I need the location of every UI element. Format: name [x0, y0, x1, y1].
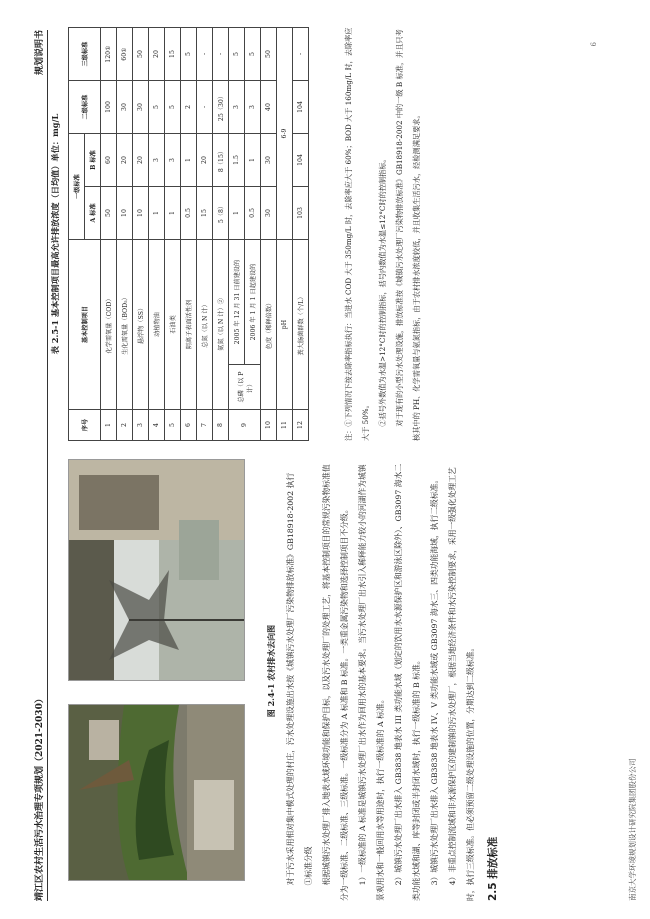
cell-b: 8（15）: [213, 134, 229, 187]
photo-pond-trees: [68, 459, 245, 681]
table-row: [277, 28, 293, 441]
photo-outlet-ditch: [68, 704, 245, 881]
cell-g3: 5: [181, 28, 197, 81]
header-a: A 标准: [85, 187, 101, 240]
header-item: 基本控制项目: [69, 240, 101, 410]
photo-outlet-ditch-image: [69, 705, 244, 880]
cell-no: 11: [277, 410, 293, 441]
note-1: 注：①下列情况下按去除率指标执行：当进水 COD 大于 350mg/L 时，去除率应大于 60%；BOD 大于 160mg/L 时，去除率应大于 50%。: [344, 27, 370, 441]
cell-a: 50: [101, 187, 117, 240]
header-b: B 标准: [85, 134, 101, 187]
table-row: [213, 28, 229, 441]
cell-a: 0.5: [181, 187, 197, 240]
cell-g2: 2: [181, 81, 197, 134]
cell-g2: 100: [101, 81, 117, 134]
cell-g3: 60①: [117, 28, 133, 81]
cell-g3: 5: [245, 28, 261, 81]
cell-no: 8: [213, 410, 229, 441]
cell-a: 10: [117, 187, 133, 240]
cell-no: 2: [117, 410, 133, 441]
cell-item: 粪大肠菌群数（个/L）: [293, 240, 309, 410]
cell-no: 3: [133, 410, 149, 441]
cell-merged: 6-9: [277, 28, 293, 240]
table-row: [229, 28, 245, 441]
cell-g3: -: [197, 28, 213, 81]
cell-g3: 20: [149, 28, 165, 81]
cell-no: 9: [229, 410, 261, 441]
table-row: [181, 28, 197, 441]
cell-b: 1: [181, 134, 197, 187]
photo-pond-trees-image: [69, 460, 244, 680]
paragraph-intro: 对于污水采用相对集中模式处理的村庄，污水处理设施出水按《城镇污水处理厂污染物排放标准》GB18918-2002 执行: [286, 472, 295, 886]
cell-no: 4: [149, 410, 165, 441]
cell-item: 动植物油: [149, 240, 165, 410]
paragraph-grade-heading: ①标准分级: [304, 846, 313, 886]
paragraph-grading: 根据城镇污水处理厂排入地表水域环境功能和保护目标，以及污水处理厂的处理工艺，将基本控制项目的常规污染物标准值分为一级标准、二级标准、三级标准。一级标准分为 A 标准和 B 标准。一类重金属污染物和选择控制项目不分级。: [322, 464, 349, 901]
figure-photos: [68, 461, 248, 881]
footer-company: 南京大学环境规划设计研究院集团股份公司: [628, 758, 637, 901]
header-seq: 序号: [69, 410, 101, 441]
header-rule: [47, 30, 48, 901]
cell-item: 生化需氧量（BOD₅）: [117, 240, 133, 410]
figure-caption: 图 2.4-1 农村排水去向图: [266, 624, 276, 718]
cell-no: 7: [197, 410, 213, 441]
cell-item: 氨氮（以 N 计）②: [213, 240, 229, 410]
cell-g2: 30: [117, 81, 133, 134]
cell-g2: 3: [229, 81, 245, 134]
table-row: [165, 28, 181, 441]
cell-subitem: 2006 年 1 月 1 日起建设的: [245, 240, 261, 365]
cell-a: 5（8）: [213, 187, 229, 240]
cell-a: 103: [293, 187, 309, 240]
cell-g3: -: [213, 28, 229, 81]
header-title: 靖江区农村生活污水治理专项规划（2021-2030）: [35, 694, 45, 901]
cell-item: 石油类: [165, 240, 181, 410]
cell-a: 1: [165, 187, 181, 240]
table-title: 表 2.5-1 基本控制项目最高允许排放浓度（日均值）单位：mg/L: [50, 113, 60, 355]
paragraph-grade3: 4）非重点控制流域和非水源保护区的建制镇的污水处理厂，根据当地经济条件和水污染控制要求，采用一级强化处理工艺时，执行三级标准。但必须预留二级处理设施的位置，分期达到二级标准。: [448, 467, 475, 901]
cell-a: 1: [229, 187, 245, 240]
cell-subitem: 2005 年 12 月 31 日前建设的: [229, 240, 245, 365]
cell-item: 色度（稀释倍数）: [261, 240, 277, 410]
cell-g3: 15: [165, 28, 181, 81]
cell-g3: 120①: [101, 28, 117, 81]
cell-g2: -: [197, 81, 213, 134]
note-2: ②括号外数值为水温>12°C时的控制指标，括号内数值为水温≤12°C时的控制指标。: [378, 155, 387, 427]
cell-g2: 40: [261, 81, 277, 134]
cell-b: 3: [165, 134, 181, 187]
note-3: 对于现有的小型污水处理设施，排放标准按《城镇污水处理厂污染物排放标准》GB18918-2002 中的一级 B 标准，并且只考核其中的 PH、化学需氧量与氨氮指标，由于农村排水浓度较低，并且收集生活污水，经检测满足要求。: [395, 29, 421, 441]
page-number: 6: [590, 42, 598, 47]
cell-item: pH: [277, 240, 293, 410]
header-grade2: 二级标准: [69, 81, 101, 134]
table-row: [293, 28, 309, 441]
cell-b: 1.5: [229, 134, 245, 187]
header-grade1: 一级标准: [69, 134, 85, 240]
paragraph-grade1b: 2）城镇污水处理厂出水排入 GB3838 地表水 III 类功能水域（划定的饮用水水源保护区和游泳区除外）、GB3097 海水二类功能水域和湖、库等封闭或半封闭水域时，执行一级标准的 B 标准。: [394, 463, 421, 901]
paragraph-grade2: 3）城镇污水处理厂出水排入 GB3838 地表水 IV、V 类功能水域或 GB3097 海水三、四类功能海域，执行二级标准。: [430, 475, 439, 886]
table-row: [261, 28, 277, 441]
cell-b: 60: [101, 134, 117, 187]
cell-b: 20: [197, 134, 213, 187]
cell-g3: 50: [261, 28, 277, 81]
header-grade3: 三级标准: [69, 28, 101, 81]
header-doc-type: 规划说明书: [35, 30, 45, 76]
cell-item: 化学需氧量（COD）: [101, 240, 117, 410]
cell-g2: 30: [133, 81, 149, 134]
cell-b: 20: [133, 134, 149, 187]
paragraph-grade1a: 1）一级标准的 A 标准是城镇污水处理厂出水作为回用水的基本要求。当污水处理厂出水引入稀释能力较小的河湖作为城镇景观用水和一般回用水等用途时，执行一级标准的 A 标准。: [358, 464, 385, 901]
cell-item: 悬浮物（SS）: [133, 240, 149, 410]
cell-no: 1: [101, 410, 117, 441]
table-row: [149, 28, 165, 441]
table-row: [117, 28, 133, 441]
cell-g3: -: [293, 28, 309, 81]
table-notes: [340, 27, 425, 441]
cell-g2: 3: [245, 81, 261, 134]
cell-g2: 104: [293, 81, 309, 134]
discharge-standard-table: [68, 27, 309, 441]
table-row: [101, 28, 117, 441]
cell-item: 总磷（以 P 计）: [229, 365, 261, 410]
cell-no: 12: [293, 410, 309, 441]
cell-b: 1: [245, 134, 261, 187]
cell-no: 6: [181, 410, 197, 441]
cell-a: 30: [261, 187, 277, 240]
table-row: [197, 28, 213, 441]
cell-g3: 50: [133, 28, 149, 81]
cell-b: 104: [293, 134, 309, 187]
cell-g2: 25（30）: [213, 81, 229, 134]
cell-g2: 5: [149, 81, 165, 134]
cell-no: 10: [261, 410, 277, 441]
cell-g3: 5: [229, 28, 245, 81]
cell-b: 3: [149, 134, 165, 187]
left-column-text: [282, 461, 504, 901]
cell-item: 阴离子表面活性剂: [181, 240, 197, 410]
cell-a: 0.5: [245, 187, 261, 240]
cell-b: 20: [117, 134, 133, 187]
cell-item: 总氮（以 N 计）: [197, 240, 213, 410]
cell-g2: 5: [165, 81, 181, 134]
cell-no: 5: [165, 410, 181, 441]
cell-b: 30: [261, 134, 277, 187]
cell-a: 15: [197, 187, 213, 240]
cell-a: 1: [149, 187, 165, 240]
cell-a: 10: [133, 187, 149, 240]
section-title: 2.5 排放标准: [487, 836, 499, 901]
table-row: [133, 28, 149, 441]
